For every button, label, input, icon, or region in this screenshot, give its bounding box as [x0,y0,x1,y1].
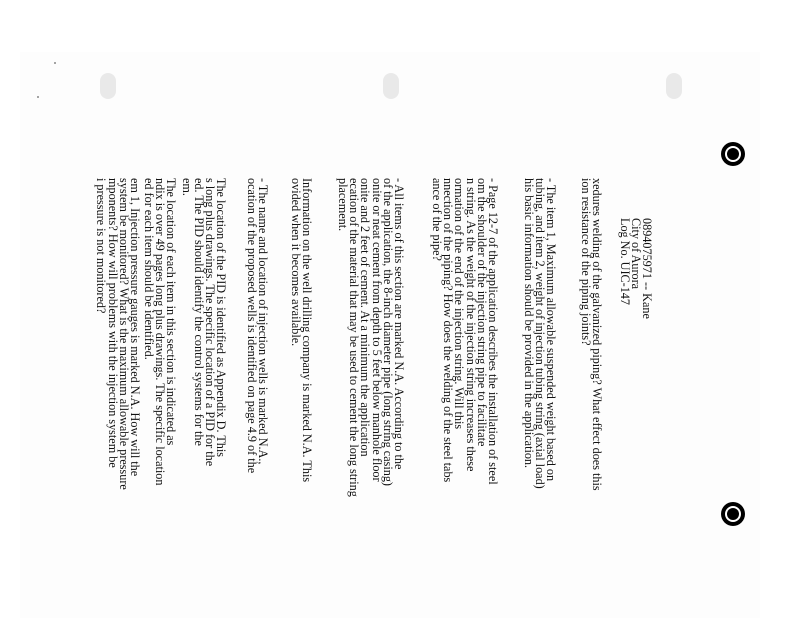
text-line: - Page 12-7 of the application describes the installation of steel [486,178,500,485]
rotated-document-text [94,130,660,600]
paragraph [290,178,312,598]
header-line: City of Aurora [628,218,643,290]
document-header [618,218,652,598]
paragraph [431,178,498,598]
binder-ring-icon [721,142,745,166]
text-line: - The item 1, Maximum allowable suspended weight based on [544,178,558,482]
paragraph [580,178,602,598]
text-line: em. [180,178,195,196]
text-line: his basic information should be provided in the application. [521,178,536,469]
text-line: ed for each item should be identified. [141,178,156,360]
text-line: ance of the pipe? [429,178,444,261]
text-line: i pressure is not monitored? [94,178,109,314]
paragraph [246,178,268,598]
paragraph [181,178,226,598]
header-line: Log No. UIC-147 [617,218,632,305]
text-line: ed. The PID should identify the control systems for the [191,178,206,446]
text-line: - All items of this section are marked N.A. According to the [392,178,406,470]
text-line: tubing, and item 2, weight of injection tubing string (axial load) [532,178,547,489]
text-line: onite or neat cement from depth to 5 feet below manhole floor [369,178,384,482]
scan-speck [37,96,39,98]
text-line: mponents? How will problems with the injection system be [105,178,120,468]
text-line: placement. [335,178,350,232]
text-line: nnection of the piping? How does the welding of the steel tabs [441,178,456,483]
text-line: n string. As the weight of the injection string increases these [463,178,478,472]
text-line: - The name and location of injection wells is marked N.A., [256,178,270,465]
text-line: of the application, the 8-inch diameter pipe (long string casing) [380,178,395,486]
punch-hole-mark [666,73,682,99]
paragraph [142,178,176,598]
scan-speck [54,62,56,64]
text-line: The location of each item in this section is indicated as [164,178,178,446]
paragraph [95,178,140,598]
punch-hole-mark [100,73,116,99]
paragraph [522,178,556,598]
text-line: ion resistance of the piping joints? [578,178,593,346]
paragraph [337,178,404,598]
text-line: Information on the well drilling company is marked N.A. This [300,178,314,483]
punch-hole-mark [383,73,399,99]
text-line: The location of the PID is identified as Appendix D. This [214,178,228,458]
text-line: ecation of the material that may be used to cement the long string [347,178,362,497]
text-line: ndix is over 49 pages long plus drawings. The specific location [152,178,167,486]
text-line: ovided when it becomes available. [288,178,303,347]
binder-ring-icon [721,502,745,526]
text-line: ormation of the end of the injection string. Will this [452,178,467,430]
text-line: em 1, Injection pressure gauges is marked N.A. How will the [128,178,142,477]
text-line: ocation of the proposed wells is identified on page 4.9 of the [244,178,259,474]
text-line: xedures welding of the galvanized piping? What effect does this [590,178,604,491]
text-line: s long plus drawings. The specific location of a PID for the [202,178,217,467]
text-line: om the shoulder of the injection string pipe to facilitate [474,178,489,447]
header-line: 0894075971 -- Kane [640,218,654,319]
text-line: onite and 2 feet of cement. At a minimum the application [358,178,373,457]
text-line: system be monitored? What is the maximum allowable pressure [116,178,131,490]
